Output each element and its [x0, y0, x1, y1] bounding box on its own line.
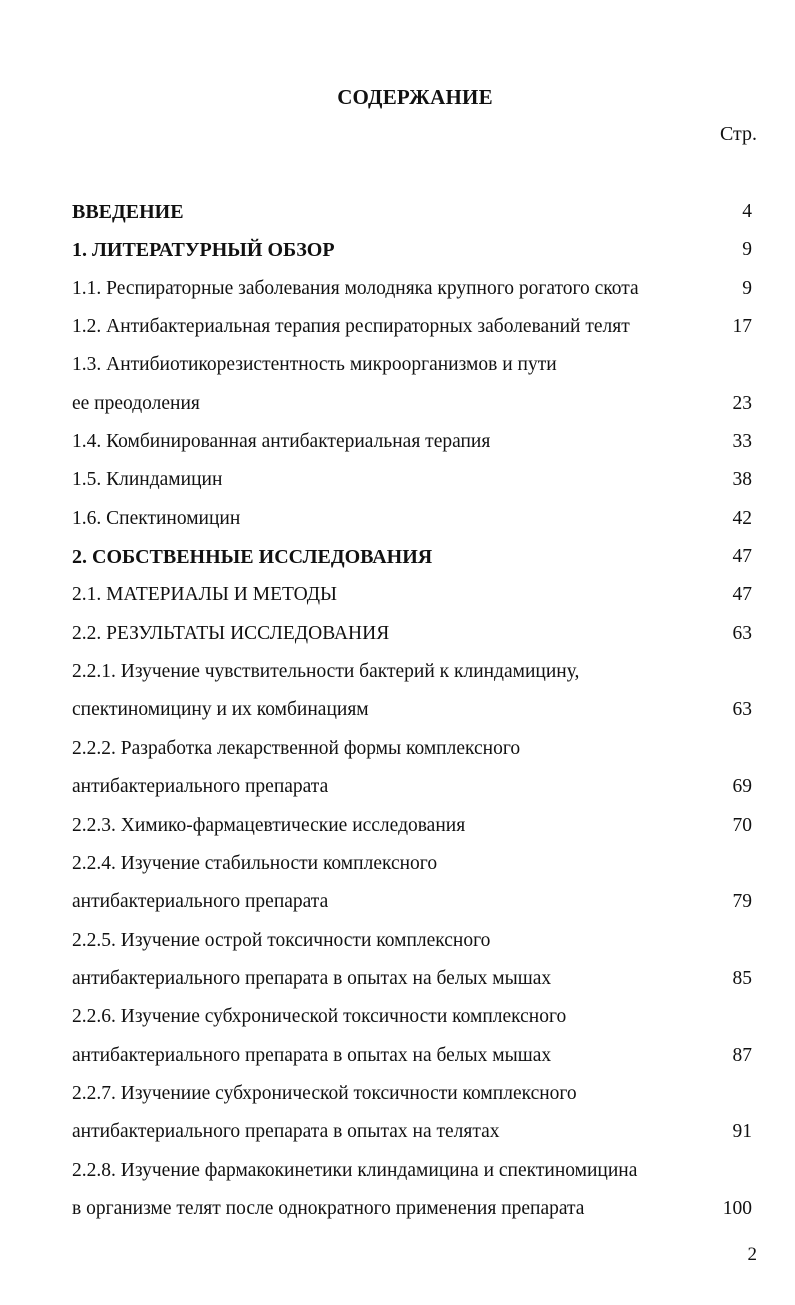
toc-entry-title: антибактериального препарата в опытах на белых мышах	[72, 1044, 552, 1066]
toc-entry-title: 2.2.2. Разработка лекарственной формы комплексного	[72, 737, 521, 759]
footer-page-number: 2	[747, 1244, 757, 1265]
toc-entry	[72, 500, 762, 538]
toc-entry-title: 1.4. Комбинированная антибактериальная терапия	[72, 431, 491, 453]
toc-entry	[72, 768, 762, 806]
toc-entry-title: 1. ЛИТЕРАТУРНЫЙ ОБЗОР	[72, 239, 335, 262]
toc-entry-title: 2.2. РЕЗУЛЬТАТЫ ИССЛЕДОВАНИЯ	[72, 622, 390, 644]
toc-entry	[72, 1152, 762, 1190]
toc-entry-title: 2.2.6. Изучение субхронической токсичности комплексного	[72, 1006, 567, 1028]
toc-entry	[72, 461, 762, 499]
toc-entry-page-number: 4	[742, 201, 752, 222]
toc-entry-title: антибактериального препарата в опытах на телятах	[72, 1121, 500, 1143]
toc-entry	[72, 615, 762, 653]
toc-entry	[72, 308, 762, 346]
toc-entry	[72, 960, 762, 998]
toc-entry-page-number: 47	[732, 546, 752, 568]
toc-entry-title: 2.2.7. Изучениие субхронической токсичности комплексного	[72, 1082, 577, 1104]
toc-entry	[72, 998, 762, 1036]
toc-entry-title: 2.2.8. Изучение фармакокинетики клиндамицина и спектиномицина	[72, 1159, 638, 1181]
toc-entry	[72, 270, 762, 308]
toc-entry	[72, 730, 762, 768]
toc-entry	[72, 653, 762, 691]
toc-entry	[72, 1075, 762, 1113]
toc-entry-title: антибактериального препарата в опытах на белых мышах	[72, 967, 552, 989]
toc-entry-page-number: 33	[732, 431, 752, 453]
toc-entry-page-number: 9	[742, 277, 752, 299]
page-column-label: Стр.	[719, 123, 757, 145]
toc-entry-page-number: 47	[732, 584, 752, 606]
toc-entry-page-number: 100	[722, 1197, 752, 1219]
toc-entry	[72, 845, 762, 883]
toc-entry-title: ВВЕДЕНИЕ	[72, 201, 184, 223]
toc-entry-page-number: 23	[732, 392, 752, 414]
toc-entry-page-number: 79	[732, 891, 752, 913]
toc-entry	[72, 1113, 762, 1151]
toc-entry-title: 2. СОБСТВЕННЫЕ ИССЛЕДОВАНИЯ	[72, 546, 433, 569]
toc-entry	[72, 423, 762, 461]
toc-entry-title: 2.1. МАТЕРИАЛЫ И МЕТОДЫ	[72, 584, 338, 606]
toc-entry-title: антибактериального препарата	[72, 776, 329, 798]
toc-entry	[72, 193, 762, 231]
toc-entry-page-number: 42	[732, 507, 752, 529]
toc-entry-page-number: 85	[732, 967, 752, 989]
toc-entry-page-number: 87	[732, 1044, 752, 1066]
table-of-contents	[72, 193, 762, 1228]
toc-entry	[72, 346, 762, 384]
toc-entry	[72, 691, 762, 729]
toc-entry	[72, 385, 762, 423]
toc-entry	[72, 883, 762, 921]
toc-entry-page-number: 38	[732, 469, 752, 491]
toc-entry	[72, 231, 762, 269]
toc-entry-title: спектиномицину и их комбинациям	[72, 699, 369, 721]
toc-entry-page-number: 70	[732, 814, 752, 836]
toc-entry	[72, 538, 762, 576]
toc-entry-title: в организме телят после однократного применения препарата	[72, 1197, 585, 1219]
toc-entry-title: 2.2.3. Химико-фармацевтические исследования	[72, 814, 466, 836]
toc-entry-page-number: 17	[732, 316, 752, 338]
toc-entry	[72, 1037, 762, 1075]
toc-entry-title: 2.2.5. Изучение острой токсичности комплексного	[72, 929, 491, 951]
toc-entry-title: 1.5. Клиндамицин	[72, 469, 223, 491]
toc-entry-title: 1.1. Респираторные заболевания молодняка крупного рогатого скота	[72, 277, 639, 299]
page-title: СОДЕРЖАНИЕ	[337, 85, 493, 109]
toc-entry-title: 2.2.1. Изучение чувствительности бактерий к клиндамицину,	[72, 661, 580, 683]
toc-entry	[72, 807, 762, 845]
toc-entry-page-number: 91	[732, 1121, 752, 1143]
toc-entry-title: ее преодоления	[72, 392, 200, 414]
toc-entry-page-number: 69	[732, 776, 752, 798]
toc-entry-title: 1.6. Спектиномицин	[72, 507, 241, 529]
toc-entry	[72, 922, 762, 960]
toc-entry-page-number: 63	[732, 699, 752, 721]
toc-entry	[72, 576, 762, 614]
toc-entry-title: 1.3. Антибиотикорезистентность микроорганизмов и пути	[72, 354, 557, 376]
toc-entry-title: 2.2.4. Изучение стабильности комплексного	[72, 852, 438, 874]
toc-entry-page-number: 63	[732, 622, 752, 644]
toc-entry-title: 1.2. Антибактериальная терапия респираторных заболеваний телят	[72, 316, 630, 338]
toc-entry-title: антибактериального препарата	[72, 891, 329, 913]
toc-entry	[72, 1190, 762, 1228]
toc-entry-page-number: 9	[742, 239, 752, 261]
